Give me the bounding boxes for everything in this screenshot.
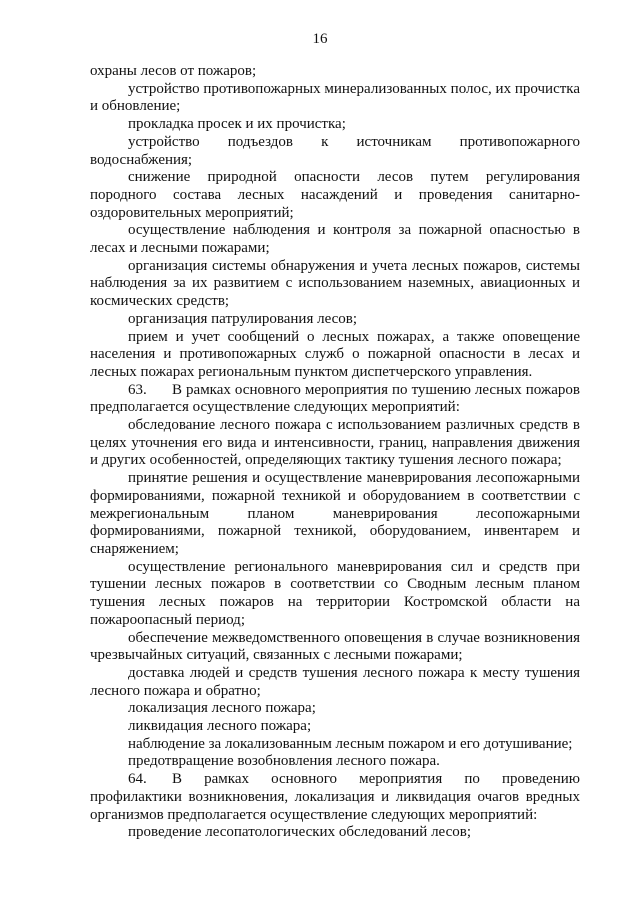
paragraph-number: 64.: [128, 771, 147, 788]
paragraph: наблюдение за локализованным лесным пожаром и его дотушивание;: [128, 735, 573, 752]
paragraph: локализация лесного пожара;: [128, 700, 316, 717]
paragraph-continuation: охраны лесов от пожаров;: [90, 63, 257, 79]
paragraph: предотвращение возобновления лесного пожара.: [128, 753, 440, 770]
document-body: [90, 63, 580, 842]
paragraph: принятие решения и осуществление маневрирования лесопожарными формированиями, пожарной техникой и оборудованием в соответствии с межрегиональным планом маневрирования лесопожарными формированиями, пожарной техникой, оборудованием, инвентарем и снаряжением;: [90, 470, 580, 557]
numbered-paragraph-63: [90, 382, 580, 417]
paragraph: ликвидация лесного пожара;: [128, 718, 312, 735]
paragraph: снижение природной опасности лесов путем регулирования породного состава лесных насаждений и проведения санитарно-оздоровительных мероприятий;: [90, 169, 580, 221]
paragraph: прием и учет сообщений о лесных пожарах, а также оповещение населения и противопожарных служб о пожарной опасности в лесах и лесных пожарах региональным пунктом диспетчерского управления.: [90, 328, 580, 380]
paragraph: устройство противопожарных минерализованных полос, их прочистка и обновление;: [90, 80, 580, 115]
paragraph: доставка людей и средств тушения лесного пожара к месту тушения лесного пожара и обратно;: [90, 664, 580, 699]
paragraph: устройство подъездов к источникам противопожарного водоснабжения;: [90, 133, 580, 168]
paragraph: обследование лесного пожара с использованием различных средств в целях уточнения его вида и интенсивности, границ, направления движения и других особенностей, определяющих тактику тушения лесного пожара;: [90, 417, 580, 469]
paragraph-number: 63.: [128, 381, 147, 398]
paragraph: организация патрулирования лесов;: [128, 310, 358, 327]
paragraph: проведение лесопатологических обследований лесов;: [128, 824, 471, 841]
paragraph-text: В рамках основного мероприятия по проведению профилактики возникновения, локализация и ликвидация очагов вредных организмов предполагается осуществление следующих мероприятий:: [90, 771, 580, 823]
paragraph: организация системы обнаружения и учета лесных пожаров, системы наблюдения за их развитием с использованием наземных, авиационных и космических средств;: [90, 257, 580, 310]
paragraph: осуществление регионального маневрирования сил и средств при тушении лесных пожаров в соответствии со Сводным лесным планом тушения лесных пожаров на территории Костромской области на пожароопасный период;: [90, 558, 580, 628]
paragraph: прокладка просек и их прочистка;: [128, 116, 346, 133]
paragraph: осуществление наблюдения и контроля за пожарной опасностью в лесах и лесными пожарами;: [90, 222, 580, 257]
numbered-paragraph-64: [90, 771, 580, 824]
paragraph-text: В рамках основного мероприятия по тушению лесных пожаров предполагается осуществление следующих мероприятий:: [90, 381, 580, 416]
paragraph: обеспечение межведомственного оповещения в случае возникновения чрезвычайных ситуаций, связанных с лесными пожарами;: [90, 629, 580, 664]
page-number: 16: [312, 31, 328, 47]
